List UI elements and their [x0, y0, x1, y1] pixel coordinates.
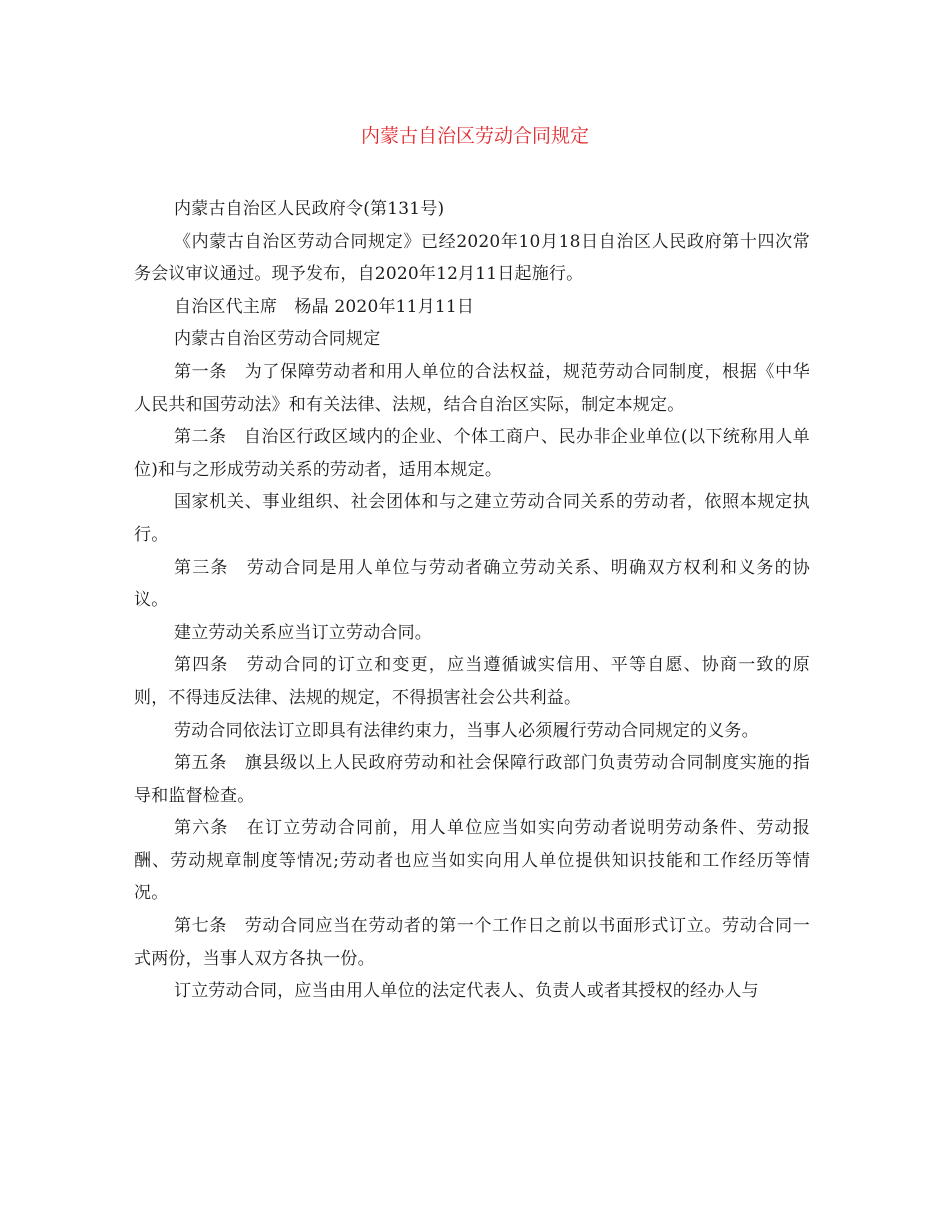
paragraph-article-4-clause: 劳动合同依法订立即具有法律约束力，当事人必须履行劳动合同规定的义务。 — [174, 720, 759, 741]
paragraph-signatory: 自治区代主席 杨晶 2020年11月11日 — [174, 296, 475, 317]
paragraph-article-7: 第七条 劳动合同应当在劳动者的第一个工作日之前以书面形式订立。劳动合同一式两份，当事人双方各执一份。 — [134, 916, 810, 969]
paragraph-article-2: 第二条 自治区行政区域内的企业、个体工商户、民办非企业单位(以下统称用人单位)和与之形成劳动关系的劳动者，适用本规定。 — [134, 427, 810, 480]
paragraph-announcement: 《内蒙古自治区劳动合同规定》已经2020年10月18日自治区人民政府第十四次常务会议审议通过。现予发布，自2020年12月11日起施行。 — [134, 231, 810, 285]
document-body — [134, 193, 810, 1008]
paragraph-article-7-clause: 订立劳动合同，应当由用人单位的法定代表人、负责人或者其授权的经办人与 — [174, 981, 759, 1002]
paragraph-article-3-clause: 建立劳动关系应当订立劳动合同。 — [174, 622, 432, 643]
paragraph-subtitle: 内蒙古自治区劳动合同规定 — [174, 329, 381, 350]
paragraph-article-2-clause: 国家机关、事业组织、社会团体和与之建立劳动合同关系的劳动者，依照本规定执行。 — [134, 492, 810, 545]
paragraph-article-3: 第三条 劳动合同是用人单位与劳动者确立劳动关系、明确双方权利和义务的协议。 — [134, 557, 810, 611]
paragraph-article-6: 第六条 在订立劳动合同前，用人单位应当如实向劳动者说明劳动条件、劳动报酬、劳动规章制度等情况;劳动者也应当如实向用人单位提供知识技能和工作经历等情况。 — [134, 818, 810, 904]
paragraph-decree-number: 内蒙古自治区人民政府令(第131号) — [174, 199, 445, 219]
paragraph-article-5: 第五条 旗县级以上人民政府劳动和社会保障行政部门负责劳动合同制度实施的指导和监督检查。 — [134, 753, 810, 806]
paragraph-article-1: 第一条 为了保障劳动者和用人单位的合法权益，规范劳动合同制度，根据《中华人民共和国劳动法》和有关法律、法规，结合自治区实际，制定本规定。 — [134, 361, 810, 415]
document-title: 内蒙古自治区劳动合同规定 — [360, 125, 589, 147]
paragraph-article-4: 第四条 劳动合同的订立和变更，应当遵循诚实信用、平等自愿、协商一致的原则，不得违反法律、法规的规定，不得损害社会公共利益。 — [134, 655, 810, 708]
